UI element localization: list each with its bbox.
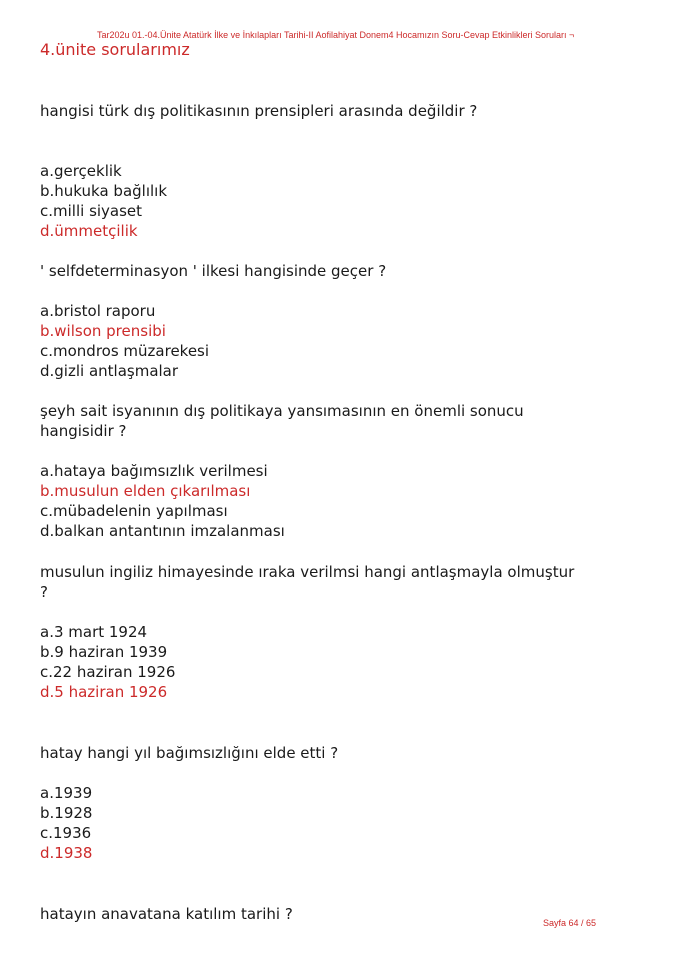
option-c: c.1936 [40,824,92,842]
question-text: hangisi türk dış politikasının prensipleri arasında değildir ? [40,102,478,120]
option-a: a.bristol raporu [40,302,156,320]
page-number: Sayfa 64 / 65 [543,918,597,928]
question-text-cont: ? [40,583,48,601]
question-text: ' selfdeterminasyon ' ilkesi hangisinde geçer ? [40,262,387,280]
option-a: a.3 mart 1924 [40,623,148,641]
option-b: b.1928 [40,804,93,822]
option-d-correct: d.1938 [40,844,93,862]
question-text: musulun ingiliz himayesinde ıraka verilmsi hangi antlaşmayla olmuştur [40,563,575,581]
option-c: c.milli siyaset [40,202,143,220]
option-d-correct: d.5 haziran 1926 [40,683,168,701]
question-text: hatay hangi yıl bağımsızlığını elde etti ? [40,744,339,762]
option-a: a.hataya bağımsızlık verilmesi [40,462,268,480]
question-text: şeyh sait isyanının dış politikaya yansımasının en önemli sonucu [40,402,524,420]
option-d: d.gizli antlaşmalar [40,362,179,380]
section-title: 4.ünite sorularımız [40,40,190,59]
option-a: a.gerçeklik [40,162,122,180]
question-text: hatayın anavatana katılım tarihi ? [40,905,293,923]
option-b-correct: b.musulun elden çıkarılması [40,482,251,500]
option-c: c.22 haziran 1926 [40,663,176,681]
option-b: b.hukuka bağlılık [40,182,168,200]
option-c: c.mübadelenin yapılması [40,502,228,520]
option-d: d.balkan antantının imzalanması [40,522,285,540]
option-c: c.mondros müzarekesi [40,342,210,360]
option-a: a.1939 [40,784,93,802]
option-b-correct: b.wilson prensibi [40,322,166,340]
question-text-cont: hangisidir ? [40,422,127,440]
page-header: Tar202u 01.-04.Ünite Atatürk İlke ve İnkılapları Tarihi-II Aofilahiyat Donem4 Hocamızın Soru-Cevap Etkinlikleri Soruları ¬ [97,30,575,40]
option-b: b.9 haziran 1939 [40,643,168,661]
option-d-correct: d.ümmetçilik [40,222,138,240]
